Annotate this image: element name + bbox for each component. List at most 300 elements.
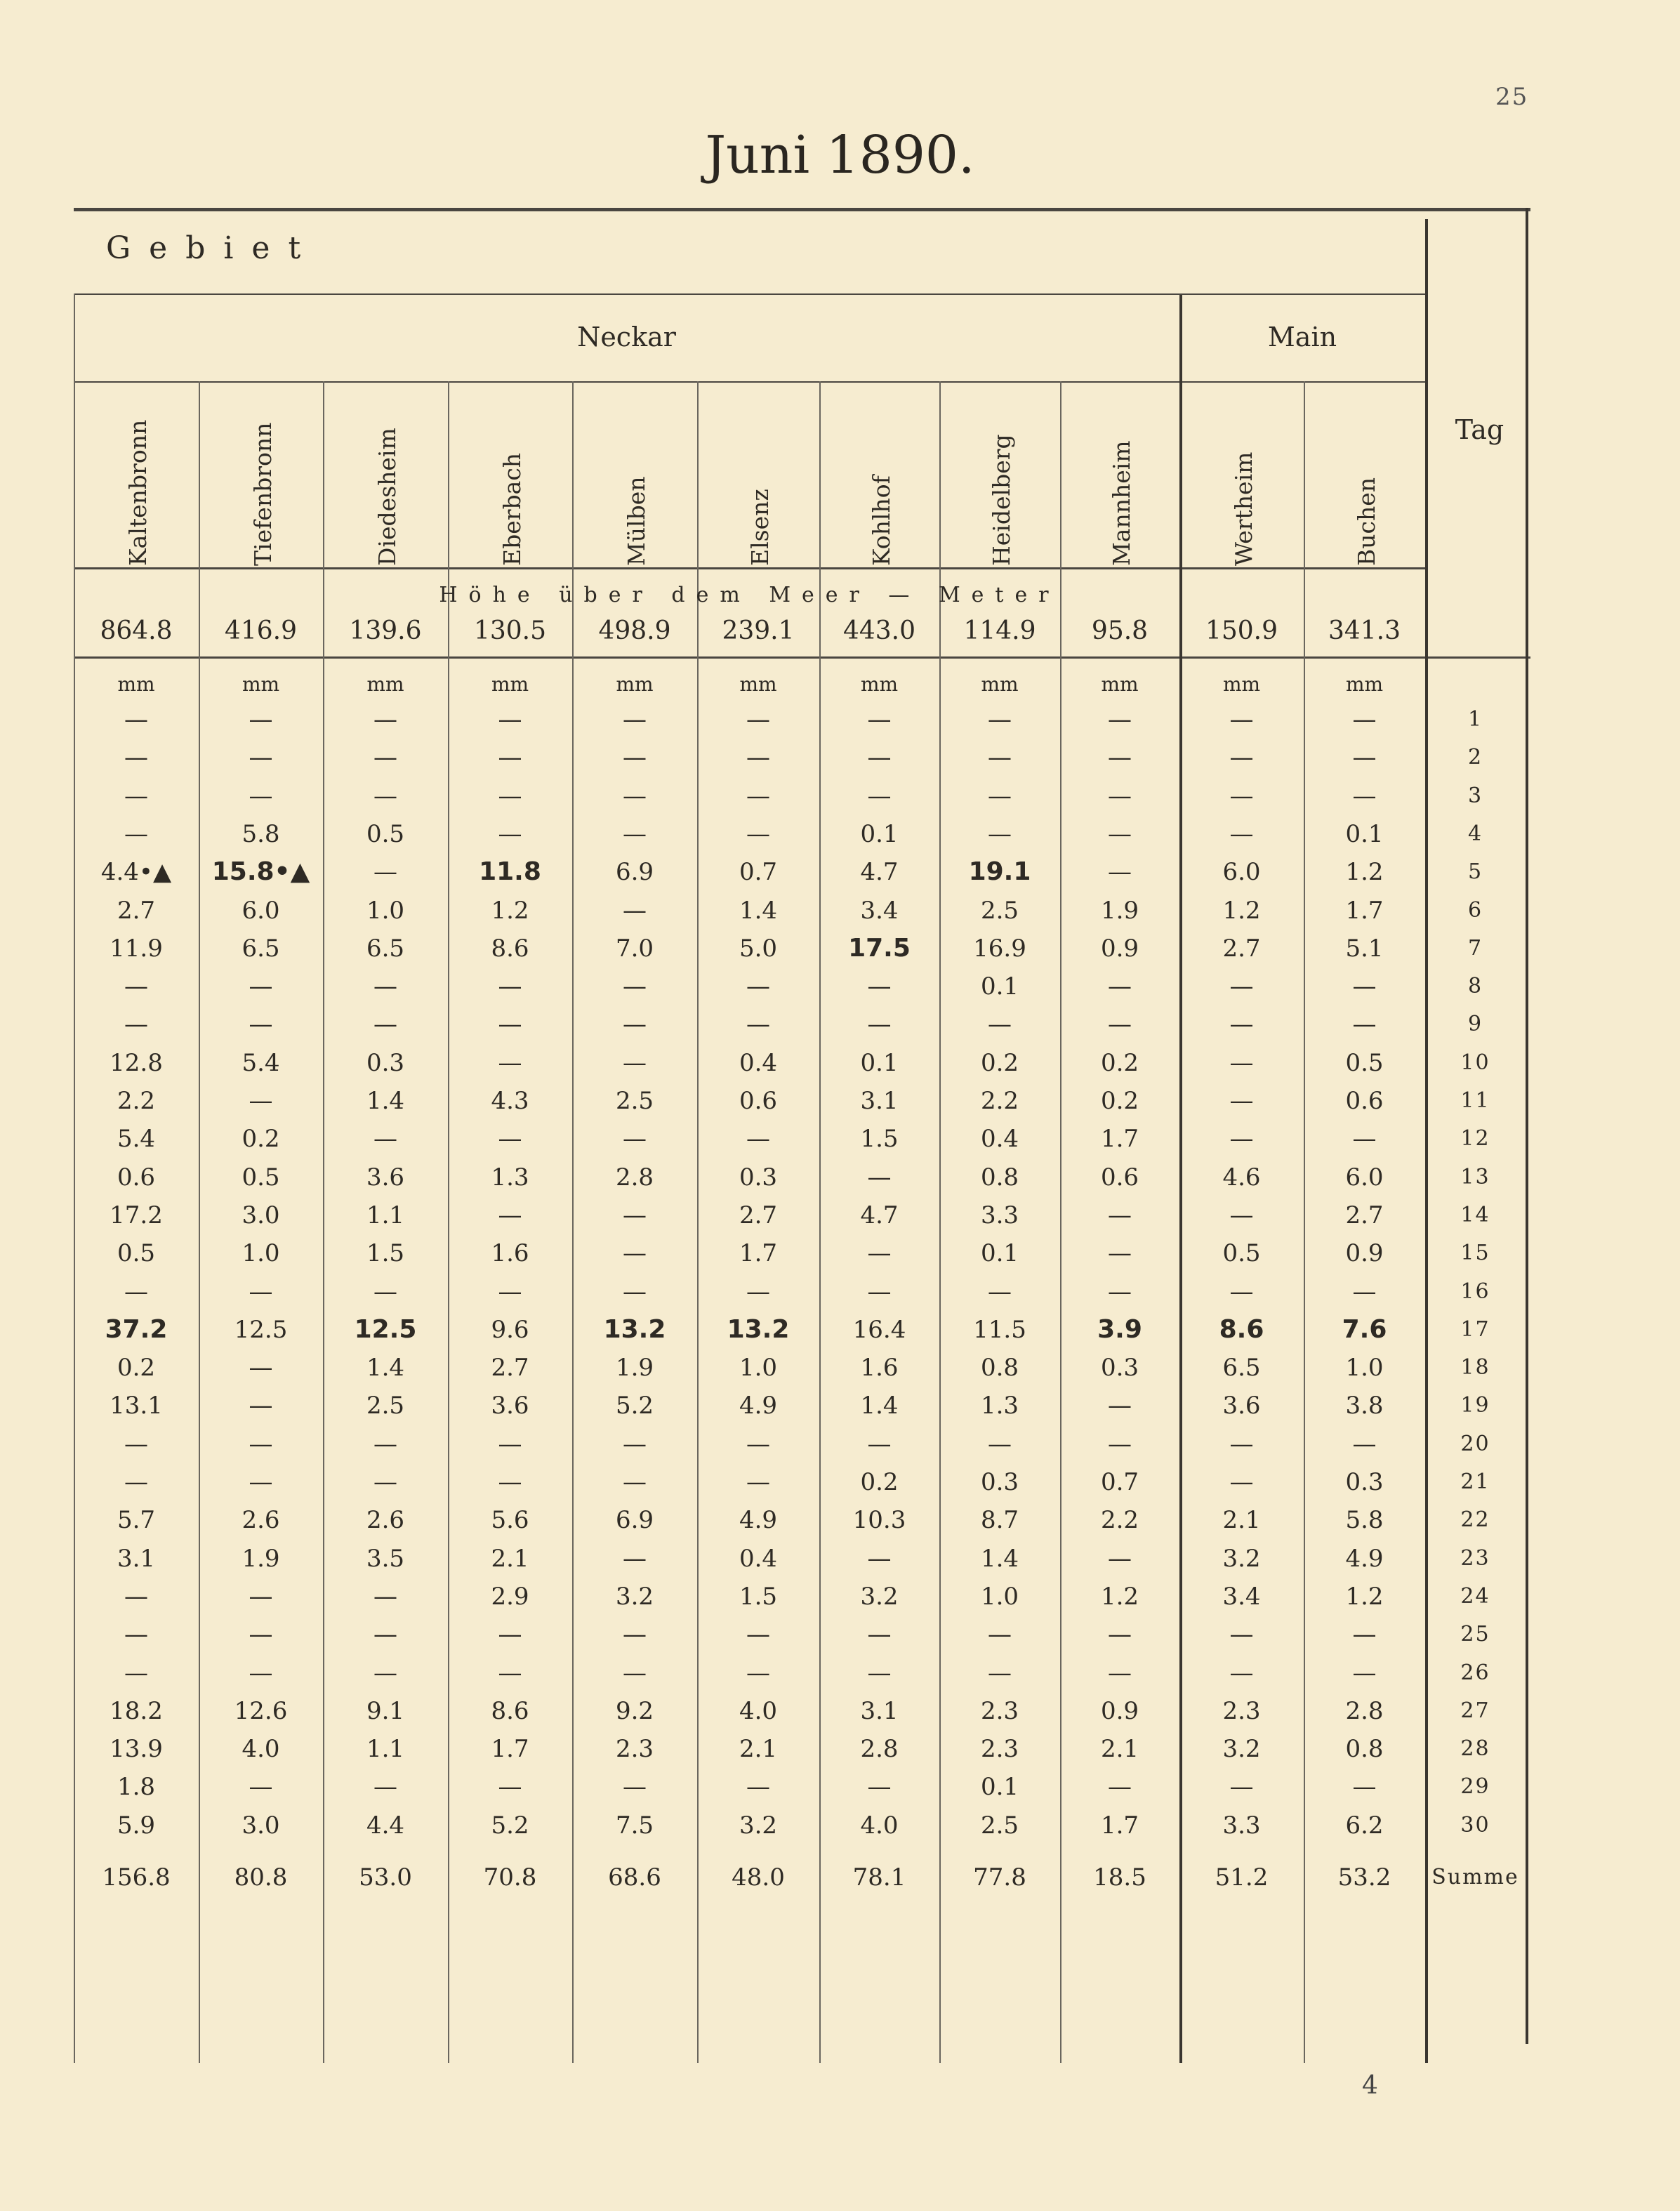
value-cell: —	[1229, 1049, 1254, 1077]
value-cell: 5.4	[242, 1049, 280, 1077]
value-cell: —	[1352, 782, 1377, 810]
value-cell: —	[867, 1545, 892, 1573]
value-cell: 3.9	[1097, 1315, 1142, 1344]
tag-cell: 23	[1460, 1546, 1490, 1571]
value-cell: 53.2	[1337, 1863, 1391, 1892]
table-row	[74, 1311, 1530, 1349]
value-cell: 4.9	[739, 1392, 778, 1420]
precipitation-table	[74, 204, 1530, 2063]
station-elevation: 150.9	[1205, 616, 1278, 645]
value-cell: 1.5	[739, 1583, 778, 1611]
unit-label: mm	[1101, 673, 1139, 696]
value-cell: 0.3	[1345, 1468, 1384, 1496]
value-cell: —	[1352, 972, 1377, 1001]
value-cell: —	[1108, 972, 1132, 1001]
tag-cell: 22	[1460, 1507, 1490, 1532]
value-cell: 4.4•▲	[100, 858, 172, 886]
value-cell: —	[373, 1773, 397, 1801]
value-cell: 3.1	[860, 1087, 899, 1115]
value-cell: —	[373, 1430, 397, 1458]
value-cell: 3.8	[1345, 1392, 1384, 1420]
value-cell: —	[249, 782, 273, 810]
value-cell: —	[124, 820, 148, 848]
unit-label: mm	[739, 673, 777, 696]
value-cell: 6.5	[366, 935, 405, 963]
table-row	[74, 892, 1530, 930]
value-cell: —	[1108, 820, 1132, 848]
value-cell: 3.2	[615, 1583, 654, 1611]
value-cell: 2.9	[491, 1583, 529, 1611]
value-cell: —	[373, 744, 397, 772]
value-cell: 0.5	[242, 1163, 280, 1192]
value-cell: —	[867, 1659, 892, 1687]
value-cell: 0.6	[1100, 1163, 1139, 1192]
station-name: Mannheim	[1108, 440, 1135, 566]
rule-top	[74, 208, 1530, 211]
value-cell: 7.6	[1342, 1315, 1387, 1344]
value-cell: 15.8•▲	[211, 857, 310, 886]
station-name: Kaltenbronn	[124, 419, 152, 566]
value-cell: —	[623, 1125, 647, 1153]
value-cell: 1.1	[366, 1201, 405, 1229]
value-cell: 1.9	[615, 1354, 654, 1382]
value-cell: 12.5	[234, 1316, 288, 1344]
value-cell: 1.3	[980, 1392, 1019, 1420]
value-cell: 3.1	[117, 1545, 156, 1573]
value-cell: —	[623, 1659, 647, 1687]
station-name: Kohlhof	[868, 475, 895, 566]
value-cell: —	[988, 782, 1012, 810]
value-cell: —	[1229, 1468, 1254, 1496]
value-cell: 2.7	[491, 1354, 529, 1382]
station-name: Elsenz	[746, 489, 774, 566]
value-cell: 0.2	[860, 1468, 899, 1496]
value-cell: —	[1352, 1430, 1377, 1458]
value-cell: —	[498, 1468, 522, 1496]
value-cell: 2.7	[1222, 935, 1261, 963]
value-cell: 1.0	[242, 1239, 280, 1267]
value-cell: —	[867, 744, 892, 772]
value-cell: 1.3	[491, 1163, 529, 1192]
value-cell: 0.6	[1345, 1087, 1384, 1115]
value-cell: —	[746, 972, 770, 1001]
value-cell: 3.0	[242, 1811, 280, 1840]
value-cell: —	[623, 1239, 647, 1267]
table-row	[74, 1387, 1530, 1425]
value-cell: 2.6	[242, 1506, 280, 1534]
table-row	[74, 777, 1530, 815]
value-cell: 13.2	[603, 1315, 666, 1344]
value-cell: 48.0	[732, 1863, 785, 1892]
station-name: Mülben	[623, 476, 650, 566]
table-row	[74, 1730, 1530, 1768]
value-cell: —	[867, 1163, 892, 1192]
value-cell: —	[746, 1659, 770, 1687]
value-cell: —	[124, 1659, 148, 1687]
table-row	[74, 1807, 1530, 1844]
value-cell: 0.8	[980, 1354, 1019, 1382]
value-cell: —	[1229, 1621, 1254, 1649]
value-cell: —	[1229, 1773, 1254, 1801]
value-cell: 156.8	[102, 1863, 171, 1892]
tag-cell: 2	[1467, 745, 1483, 770]
value-cell: —	[988, 744, 1012, 772]
value-cell: 0.9	[1345, 1239, 1384, 1267]
value-cell: —	[867, 972, 892, 1001]
tag-cell: 1	[1467, 707, 1483, 732]
value-cell: —	[124, 972, 148, 1001]
station-name: Buchen	[1353, 477, 1380, 566]
table-row	[74, 1578, 1530, 1616]
value-cell: 53.0	[359, 1863, 412, 1892]
value-cell: 3.4	[1222, 1583, 1261, 1611]
value-cell: —	[498, 706, 522, 734]
value-cell: 5.6	[491, 1506, 529, 1534]
value-cell: —	[746, 744, 770, 772]
value-cell: —	[249, 1773, 273, 1801]
value-cell: 8.6	[491, 935, 529, 963]
value-cell: —	[1229, 1659, 1254, 1687]
tag-cell: 12	[1460, 1126, 1490, 1151]
value-cell: 2.7	[117, 897, 156, 925]
page-title: Juni 1890.	[705, 125, 975, 185]
value-cell: 1.2	[491, 897, 529, 925]
value-cell: 4.3	[491, 1087, 529, 1115]
tag-cell: 16	[1460, 1279, 1490, 1304]
value-cell: —	[498, 1278, 522, 1306]
value-cell: —	[746, 1010, 770, 1038]
value-cell: —	[988, 1659, 1012, 1687]
value-cell: 1.4	[980, 1545, 1019, 1573]
station-elevation: 130.5	[473, 616, 547, 645]
unit-label: mm	[242, 673, 280, 696]
value-cell: 0.8	[1345, 1735, 1384, 1763]
value-cell: —	[1229, 1125, 1254, 1153]
value-cell: —	[746, 1278, 770, 1306]
value-cell: 13.2	[727, 1315, 790, 1344]
value-cell: —	[124, 706, 148, 734]
value-cell: 1.9	[242, 1545, 280, 1573]
table-row	[74, 1768, 1530, 1806]
value-cell: 3.0	[242, 1201, 280, 1229]
unit-label: mm	[1222, 673, 1261, 696]
value-cell: 2.5	[615, 1087, 654, 1115]
unit-label: mm	[981, 673, 1019, 696]
table-row	[74, 1859, 1530, 1896]
value-cell: 1.2	[1345, 1583, 1384, 1611]
gebiet-label: Gebiet	[106, 230, 319, 266]
value-cell: 4.0	[242, 1735, 280, 1763]
value-cell: —	[1108, 1430, 1132, 1458]
table-row	[74, 968, 1530, 1005]
value-cell: 0.5	[117, 1239, 156, 1267]
value-cell: 0.5	[1222, 1239, 1261, 1267]
value-cell: 9.6	[491, 1316, 529, 1344]
tag-cell: 30	[1460, 1813, 1490, 1837]
station-name: Diedesheim	[373, 428, 401, 566]
tag-header: Tag	[1455, 414, 1504, 445]
tag-cell: 9	[1467, 1012, 1483, 1036]
value-cell: 0.2	[980, 1049, 1019, 1077]
value-cell: —	[1352, 1278, 1377, 1306]
value-cell: —	[988, 1278, 1012, 1306]
value-cell: 1.6	[860, 1354, 899, 1382]
value-cell: —	[498, 1773, 522, 1801]
value-cell: —	[1352, 1773, 1377, 1801]
value-cell: 2.5	[980, 897, 1019, 925]
value-cell: —	[867, 1239, 892, 1267]
tag-cell: 20	[1460, 1432, 1490, 1456]
value-cell: 0.3	[739, 1163, 778, 1192]
value-cell: 9.2	[615, 1697, 654, 1725]
value-cell: 8.7	[980, 1506, 1019, 1534]
value-cell: 5.0	[739, 935, 778, 963]
value-cell: 1.0	[1345, 1354, 1384, 1382]
value-cell: 3.2	[1222, 1735, 1261, 1763]
value-cell: 0.8	[980, 1163, 1019, 1192]
value-cell: 3.5	[366, 1545, 405, 1573]
value-cell: —	[1352, 744, 1377, 772]
value-cell: 2.8	[615, 1163, 654, 1192]
value-cell: 0.5	[366, 820, 405, 848]
value-cell: —	[249, 1468, 273, 1496]
table-row	[74, 1654, 1530, 1692]
tag-cell: 8	[1467, 974, 1483, 998]
value-cell: 6.0	[1222, 858, 1261, 886]
tag-cell: 19	[1460, 1393, 1490, 1418]
table-row	[74, 1005, 1530, 1043]
tag-cell: 28	[1460, 1736, 1490, 1761]
value-cell: 17.2	[110, 1201, 163, 1229]
value-cell: 0.1	[980, 972, 1019, 1001]
value-cell: 19.1	[968, 857, 1031, 886]
value-cell: —	[124, 1430, 148, 1458]
value-cell: 6.5	[1222, 1354, 1261, 1382]
value-cell: —	[1229, 1430, 1254, 1458]
value-cell: —	[623, 1201, 647, 1229]
value-cell: 2.3	[615, 1735, 654, 1763]
table-row	[74, 1273, 1530, 1311]
value-cell: 5.9	[117, 1811, 156, 1840]
value-cell: 0.3	[980, 1468, 1019, 1496]
value-cell: 0.1	[980, 1773, 1019, 1801]
value-cell: 5.8	[1345, 1506, 1384, 1534]
value-cell: —	[623, 706, 647, 734]
value-cell: 13.9	[110, 1735, 163, 1763]
tag-cell: 14	[1460, 1203, 1490, 1227]
value-cell: 1.9	[1100, 897, 1139, 925]
value-cell: —	[249, 1621, 273, 1649]
value-cell: —	[1108, 1239, 1132, 1267]
value-cell: —	[249, 744, 273, 772]
value-cell: —	[746, 1621, 770, 1649]
value-cell: 1.2	[1100, 1583, 1139, 1611]
table-row	[74, 1082, 1530, 1120]
value-cell: 0.1	[860, 1049, 899, 1077]
value-cell: 11.5	[973, 1316, 1026, 1344]
tag-cell: 3	[1467, 784, 1483, 808]
tag-cell: 15	[1460, 1241, 1490, 1265]
value-cell: 0.6	[739, 1087, 778, 1115]
value-cell: 6.9	[615, 858, 654, 886]
value-cell: —	[1108, 1010, 1132, 1038]
value-cell: 1.2	[1222, 897, 1261, 925]
value-cell: 2.3	[980, 1735, 1019, 1763]
value-cell: 1.5	[860, 1125, 899, 1153]
station-name: Heidelberg	[988, 434, 1015, 566]
tag-cell: 25	[1460, 1622, 1490, 1646]
station-name: Tiefenbronn	[249, 422, 277, 566]
value-cell: —	[1108, 1278, 1132, 1306]
value-cell: —	[1229, 820, 1254, 848]
value-cell: 5.1	[1345, 935, 1384, 963]
value-cell: —	[498, 972, 522, 1001]
station-elevation: 498.9	[598, 616, 671, 645]
rule-elevation	[74, 656, 1530, 659]
value-cell: —	[124, 744, 148, 772]
table-row	[74, 1196, 1530, 1234]
value-cell: —	[498, 1621, 522, 1649]
value-cell: 2.5	[980, 1811, 1019, 1840]
value-cell: —	[1352, 1010, 1377, 1038]
value-cell: 0.1	[1345, 820, 1384, 848]
value-cell: —	[498, 1010, 522, 1038]
value-cell: 3.6	[1222, 1392, 1261, 1420]
value-cell: —	[124, 1583, 148, 1611]
value-cell: —	[867, 782, 892, 810]
tag-cell: 24	[1460, 1584, 1490, 1609]
value-cell: —	[1108, 1773, 1132, 1801]
value-cell: 68.6	[608, 1863, 661, 1892]
value-cell: —	[373, 706, 397, 734]
value-cell: 1.7	[739, 1239, 778, 1267]
table-row	[74, 1501, 1530, 1539]
unit-label: mm	[366, 673, 404, 696]
value-cell: —	[124, 782, 148, 810]
table-row	[74, 853, 1530, 891]
value-cell: 37.2	[105, 1315, 168, 1344]
value-cell: —	[746, 1125, 770, 1153]
value-cell: 4.6	[1222, 1163, 1261, 1192]
value-cell: —	[1229, 744, 1254, 772]
value-cell: —	[1352, 1659, 1377, 1687]
value-cell: —	[623, 1010, 647, 1038]
value-cell: —	[249, 1583, 273, 1611]
value-cell: —	[1229, 1201, 1254, 1229]
sheet-mark: 4	[1362, 2071, 1378, 2100]
table-row	[74, 1159, 1530, 1196]
value-cell: —	[124, 1278, 148, 1306]
value-cell: 0.4	[980, 1125, 1019, 1153]
tag-cell: 27	[1460, 1698, 1490, 1723]
value-cell: 1.4	[739, 897, 778, 925]
value-cell: —	[249, 1430, 273, 1458]
value-cell: 3.4	[860, 897, 899, 925]
table-row	[74, 1425, 1530, 1463]
value-cell: 2.5	[366, 1392, 405, 1420]
value-cell: 3.3	[980, 1201, 1019, 1229]
value-cell: 0.1	[980, 1239, 1019, 1267]
value-cell: 4.9	[1345, 1545, 1384, 1573]
value-cell: 3.6	[491, 1392, 529, 1420]
value-cell: —	[623, 782, 647, 810]
tag-cell: 5	[1467, 859, 1483, 884]
value-cell: —	[1108, 782, 1132, 810]
value-cell: —	[373, 1010, 397, 1038]
value-cell: —	[373, 1125, 397, 1153]
value-cell: 78.1	[852, 1863, 906, 1892]
value-cell: 5.2	[491, 1811, 529, 1840]
value-cell: —	[867, 1773, 892, 1801]
value-cell: 9.1	[366, 1697, 405, 1725]
value-cell: —	[1229, 1087, 1254, 1115]
value-cell: —	[746, 1773, 770, 1801]
value-cell: 0.2	[117, 1354, 156, 1382]
value-cell: 1.7	[1100, 1125, 1139, 1153]
value-cell: 2.2	[117, 1087, 156, 1115]
value-cell: —	[867, 1621, 892, 1649]
value-cell: —	[498, 1430, 522, 1458]
value-cell: 2.2	[980, 1087, 1019, 1115]
value-cell: —	[1352, 1621, 1377, 1649]
tag-cell: 6	[1467, 898, 1483, 923]
station-elevation: 416.9	[224, 616, 298, 645]
value-cell: —	[373, 782, 397, 810]
value-cell: —	[1352, 1125, 1377, 1153]
value-cell: —	[746, 706, 770, 734]
value-cell: 11.8	[479, 857, 541, 886]
tag-cell: 26	[1460, 1661, 1490, 1685]
rule-groups	[74, 381, 1425, 383]
value-cell: 0.3	[366, 1049, 405, 1077]
value-cell: —	[867, 706, 892, 734]
value-cell: —	[988, 706, 1012, 734]
value-cell: —	[249, 706, 273, 734]
value-cell: 1.0	[739, 1354, 778, 1382]
value-cell: 0.2	[242, 1125, 280, 1153]
unit-label: mm	[117, 673, 155, 696]
value-cell: —	[249, 972, 273, 1001]
value-cell: 1.8	[117, 1773, 156, 1801]
value-cell: —	[1229, 1010, 1254, 1038]
value-cell: —	[1108, 744, 1132, 772]
value-cell: 0.2	[1100, 1087, 1139, 1115]
value-cell: —	[373, 858, 397, 886]
value-cell: —	[498, 1659, 522, 1687]
value-cell: 4.0	[739, 1697, 778, 1725]
table-row	[74, 1349, 1530, 1387]
tag-cell: 10	[1460, 1050, 1490, 1075]
value-cell: —	[249, 1659, 273, 1687]
value-cell: 0.1	[860, 820, 899, 848]
value-cell: 18.5	[1093, 1863, 1146, 1892]
value-cell: 12.8	[110, 1049, 163, 1077]
value-cell: —	[623, 1773, 647, 1801]
value-cell: —	[373, 1621, 397, 1649]
value-cell: 2.8	[860, 1735, 899, 1763]
value-cell: 3.6	[366, 1163, 405, 1192]
value-cell: 1.0	[366, 897, 405, 925]
value-cell: —	[1352, 706, 1377, 734]
unit-row	[74, 666, 1530, 704]
value-cell: 2.6	[366, 1506, 405, 1534]
tag-cell: 4	[1467, 821, 1483, 846]
tag-cell: 29	[1460, 1774, 1490, 1799]
value-cell: —	[1229, 972, 1254, 1001]
value-cell: 1.7	[1345, 897, 1384, 925]
value-cell: 16.4	[852, 1316, 906, 1344]
tag-cell: 17	[1460, 1317, 1490, 1342]
